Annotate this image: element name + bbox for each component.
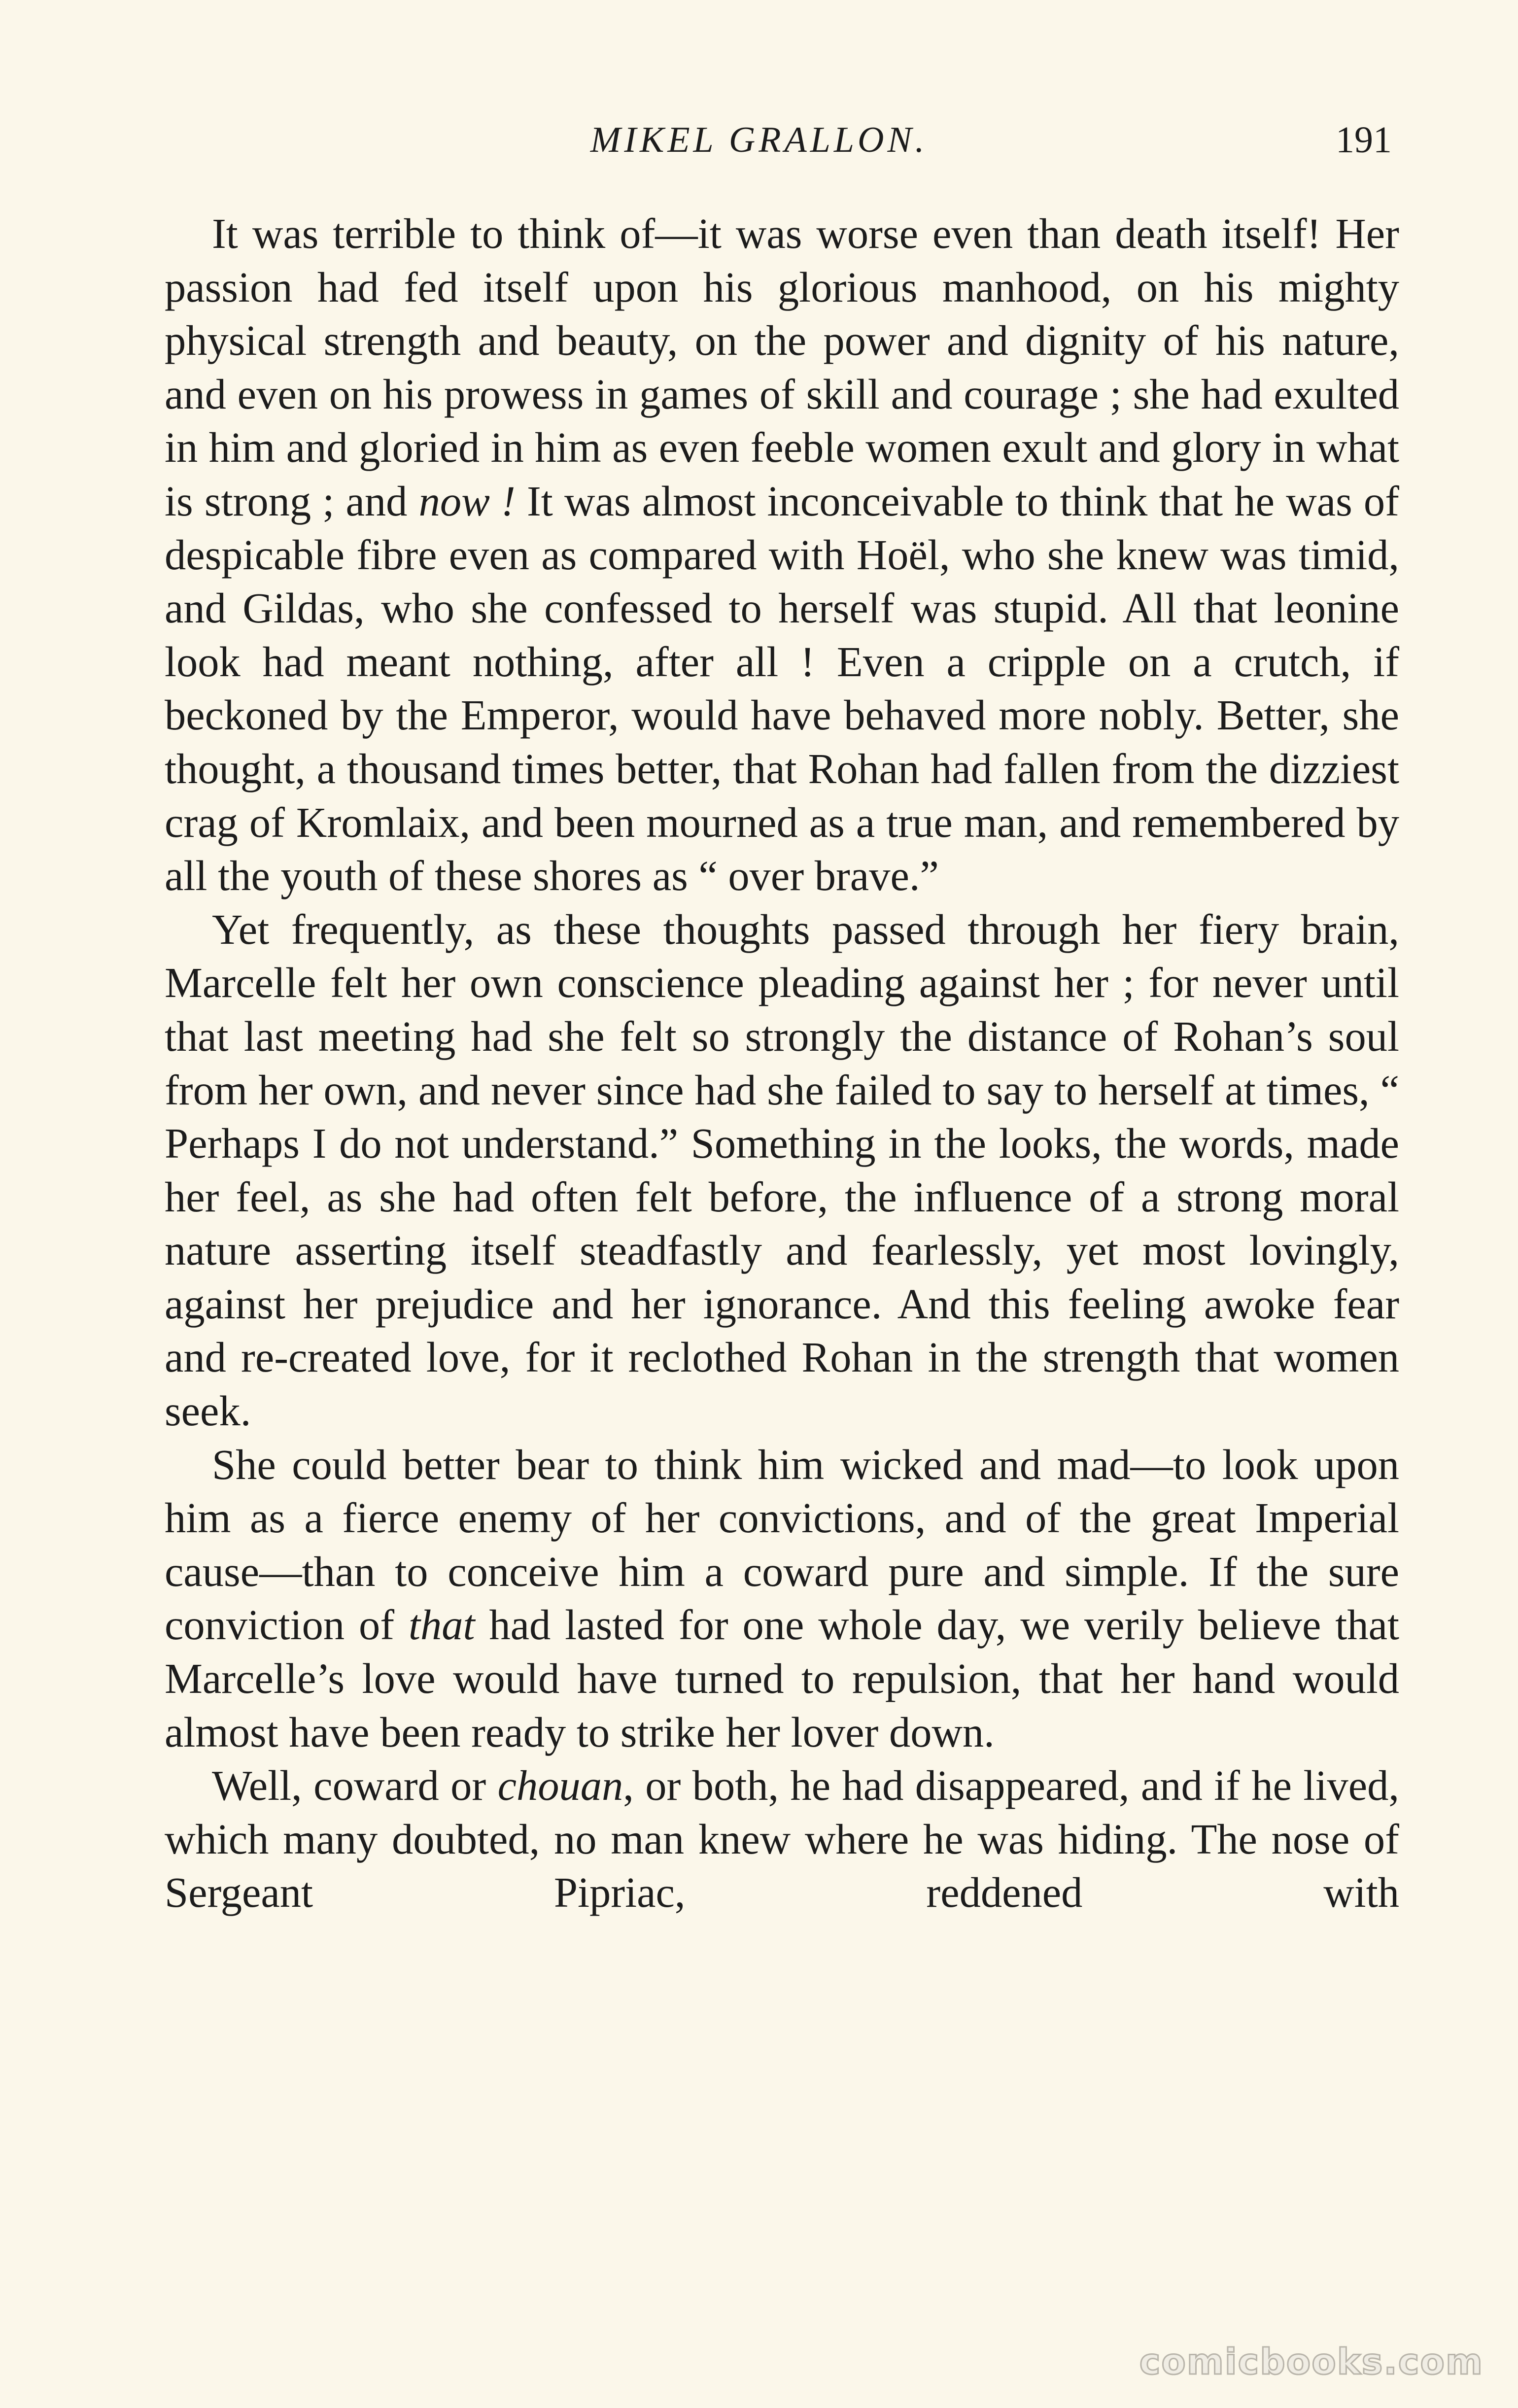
body-text	[165, 207, 1399, 1920]
paragraph-3: She could better bear to think him wicked and mad—to look upon him as a fierce enemy of her convictions, and of the great Imperial cause—than to conceive him a coward pure and simple. If the sure conviction of that had lasted for one whole day, we verily believe that Marcelle’s love would have turned to repulsion, that her hand would almost have been ready to strike her lover down.	[165, 1441, 1399, 1756]
emphasis-chouan: chouan	[497, 1762, 623, 1810]
watermark: comicbooks.com	[1139, 2341, 1484, 2382]
page-number: 191	[1336, 119, 1392, 161]
running-title: MIKEL GRALLON.	[590, 120, 928, 160]
emphasis-now: now !	[418, 477, 516, 525]
emphasis-that: that	[408, 1601, 475, 1649]
page-header	[0, 115, 1518, 165]
paragraph-1: It was terrible to think of—it was worse even than death itself! Her passion had fed itself upon his glorious manhood, on his mighty physical strength and beauty, on the power and dignity of his nature, and even on his prowess in games of skill and courage ; she had exulted in him and gloried in him as even feeble women exult and glory in what is strong ; and now ! It was almost inconceivable to think that he was of despicable fibre even as compared with Hoël, who she knew was timid, and Gildas, who she confessed to herself was stupid. All that leonine look had meant nothing, after all ! Even a cripple on a crutch, if beckoned by the Emperor, would have behaved more nobly. Better, she thought, a thousand times better, that Rohan had fallen from the dizziest crag of Kromlaix, and been mourned as a true man, and remembered by all the youth of these shores as “ over brave.”	[165, 210, 1399, 900]
paragraph-4: Well, coward or chouan, or both, he had disappeared, and if he lived, which many doubted, no man knew where he was hiding. The nose of Sergeant Pipriac, reddened with	[165, 1762, 1399, 1917]
paragraph-2: Yet frequently, as these thoughts passed through her fiery brain, Marcelle felt her own conscience pleading against her ; for never until that last meeting had she felt so strongly the distance of Rohan’s soul from her own, and never since had she failed to say to herself at times, “ Perhaps I do not understand.” Something in the looks, the words, made her feel, as she had often felt before, the influence of a strong moral nature asserting itself steadfastly and fearlessly, yet most lovingly, against her prejudice and her ignorance. And this feeling awoke fear and re-created love, for it reclothed Rohan in the strength that women seek.	[165, 905, 1399, 1435]
